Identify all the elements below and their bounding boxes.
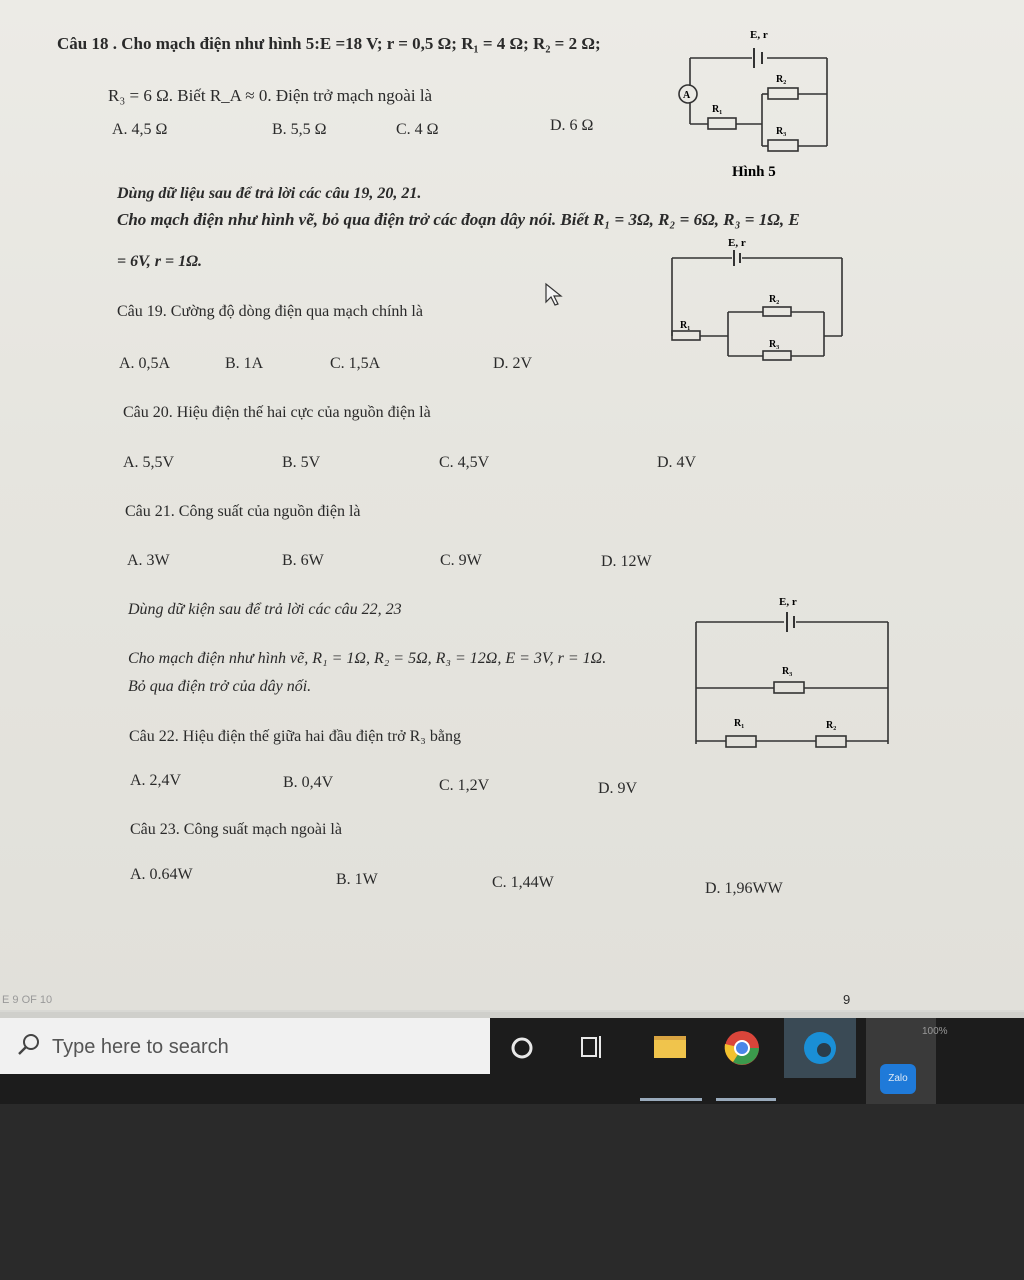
q23-option-d: D. 1,96WW [705,880,783,897]
q18-line1: Câu 18 . Cho mạch điện như hình 5:E =18 V; r = 0,5 Ω; R₁ = 4 Ω; R₂ = 2 Ω; [57,34,601,53]
fig5-r1-label: R₁ [712,104,723,115]
group22-given-line1: Cho mạch điện như hình vẽ, R₁ = 1Ω, R₂ = 5Ω, R₃ = 12Ω, E = 3V, r = 1Ω. [128,650,607,667]
q23-option-c: C. 1,44W [492,874,554,891]
q21-option-c: C. 9W [440,552,482,569]
search-input[interactable]: Type here to search [52,1036,229,1058]
mouse-cursor-icon [544,282,564,308]
fig22-r1-label: R₁ [734,718,745,729]
fig19-r2-label: R₂ [769,294,780,305]
q22-option-b: B. 0,4V [283,774,334,791]
q19-option-a: A. 0,5A [119,355,171,372]
explorer-active-indicator [640,1098,702,1101]
circuit-figure-5 [672,24,842,186]
q23-stem: Câu 23. Công suất mạch ngoài là [130,821,342,838]
cortana-icon[interactable] [500,1026,544,1066]
q21-option-a: A. 3W [127,552,170,569]
q22-option-a: A. 2,4V [130,772,182,789]
circuit-figure-group22 [690,590,892,750]
q23-option-a: A. 0.64W [130,866,193,883]
chrome-icon[interactable] [720,1026,764,1066]
q21-stem: Câu 21. Công suất của nguồn điện là [125,503,361,520]
page-number: 9 [843,992,851,1007]
ammeter-icon: A [683,90,691,101]
q19-option-b: B. 1A [225,355,264,372]
q21-option-b: B. 6W [282,552,324,569]
fig5-r3-label: R₃ [776,126,787,137]
q20-option-d: D. 4V [657,454,697,471]
search-icon [16,1032,42,1058]
group22-intro: Dùng dữ kiện sau để trả lời các câu 22, 23 [128,601,402,618]
group19-intro: Dùng dữ liệu sau để trả lời các câu 19, 20, 21. [117,185,422,202]
fig19-r1-label: R₁ [680,320,691,331]
q22-stem: Câu 22. Hiệu điện thế giữa hai đầu điện trở R₃ bằng [129,728,461,745]
q20-option-c: C. 4,5V [439,454,490,471]
q19-option-d: D. 2V [493,355,533,372]
group19-given-line2: = 6V, r = 1Ω. [117,253,203,270]
file-explorer-icon[interactable] [648,1026,692,1066]
page-status: E 9 OF 10 [2,994,53,1006]
fig5-caption: Hình 5 [732,164,776,180]
fig5-source-label: E, r [750,29,768,41]
fig22-r2-label: R₂ [826,720,837,731]
group19-given-line1: Cho mạch điện như hình vẽ, bỏ qua điện trở các đoạn dây nói. Biết R₁ = 3Ω, R₂ = 6Ω, R₃ = 1Ω, E [117,210,800,229]
q18-option-d: D. 6 Ω [550,117,594,134]
fig19-source-label: E, r [728,237,746,249]
q20-option-b: B. 5V [282,454,321,471]
q19-stem: Câu 19. Cường độ dòng điện qua mạch chính là [117,303,423,320]
taskbar [0,1018,1024,1104]
task-view-icon[interactable] [570,1026,614,1066]
q18-option-c: C. 4 Ω [396,121,439,138]
chrome-active-indicator [716,1098,776,1101]
q19-option-c: C. 1,5A [330,355,381,372]
zoom-level[interactable]: 100% [922,1026,948,1037]
q20-stem: Câu 20. Hiệu điện thế hai cực của nguồn điện là [123,404,431,421]
q22-option-c: C. 1,2V [439,777,490,794]
fig22-source-label: E, r [779,596,797,608]
q21-option-d: D. 12W [601,553,652,570]
q22-option-d: D. 9V [598,780,638,797]
edge-icon[interactable] [798,1026,842,1066]
q18-line2: R₃ = 6 Ω. Biết R_A ≈ 0. Điện trở mạch ngoài là [108,86,433,105]
fig19-r3-label: R₃ [769,339,780,350]
group22-given-line2: Bỏ qua điện trở của dây nối. [128,678,312,695]
circuit-figure-group19 [668,234,848,364]
q20-option-a: A. 5,5V [123,454,175,471]
fig5-r2-label: R₂ [776,74,787,85]
q23-option-b: B. 1W [336,871,378,888]
monitor-bezel [0,1104,1024,1280]
q18-option-a: A. 4,5 Ω [112,121,168,138]
zalo-icon[interactable]: Zalo [880,1064,916,1094]
page-separator [0,1010,1024,1012]
taskbar-search-box[interactable] [0,1018,490,1074]
fig22-r3-label: R₃ [782,666,793,677]
q18-option-b: B. 5,5 Ω [272,121,327,138]
